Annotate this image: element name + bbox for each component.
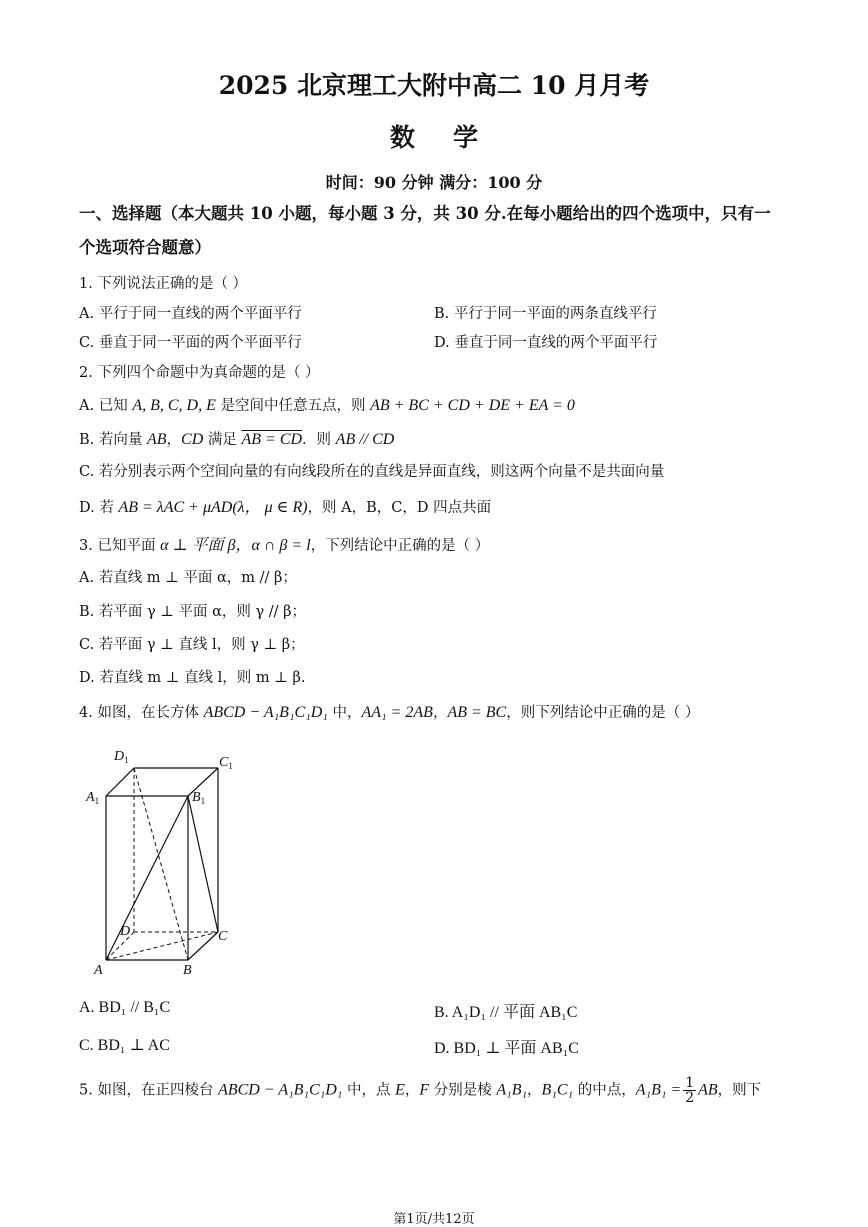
label-d: D xyxy=(120,924,131,939)
q4-stem-sep: ， xyxy=(432,705,448,721)
q3-option-b: B. 若平面 γ ⊥ 平面 α，则 γ // β； xyxy=(79,604,307,620)
q5-edge-1: A₁B₁ xyxy=(496,1081,528,1099)
q3-stem-condition: α ⊥ 平面 β，α ∩ β = l xyxy=(160,537,311,554)
section-heading xyxy=(79,197,799,265)
q5-stem-sep: ， xyxy=(404,1082,420,1099)
q4-condition-2: AB = BC xyxy=(447,704,507,721)
q1-option-c: C. 垂直于同一平面的两个平面平行 xyxy=(79,335,302,351)
q2-a-prefix: A. 已知 xyxy=(79,398,133,414)
q5-stem-mid3: 的中点， xyxy=(573,1082,636,1099)
q5-point-f: F xyxy=(419,1081,430,1099)
q3-stem xyxy=(79,532,489,555)
q3-stem-prefix: 3. 已知平面 xyxy=(79,538,161,554)
q4-condition-1: AA₁ = 2AB xyxy=(361,704,433,721)
q3-option-d: D. 若直线 m ⊥ 直线 l，则 m ⊥ β. xyxy=(79,670,306,686)
q3-stem-end: ，下列结论中正确的是（ ） xyxy=(310,538,490,554)
section-heading-line1: 一、选择题（本大题共 10 小题，每小题 3 分，共 30 分.在每小题给出的四个选项中，只有一 xyxy=(79,204,771,223)
q1-option-d: D. 垂直于同一直线的两个平面平行 xyxy=(434,335,658,351)
label-b1: $B_1$ xyxy=(192,790,206,806)
q1-stem: 1. 下列说法正确的是（ ） xyxy=(79,276,248,292)
q5-stem-sep2: ， xyxy=(527,1082,542,1099)
label-d1: $D_1$ xyxy=(114,749,129,765)
label-a: A xyxy=(94,963,103,978)
label-a1: $A_1$ xyxy=(86,790,100,806)
label-c1: $C_1$ xyxy=(219,755,233,771)
q4-stem xyxy=(79,701,699,722)
q2-d-end: ，则 A，B，C，D 四点共面 xyxy=(307,500,492,516)
q2-a-points: A, B, C, D, E xyxy=(132,397,216,414)
q2-option-a xyxy=(79,394,575,415)
q3-option-c: C. 若平面 γ ⊥ 直线 l，则 γ ⊥ β； xyxy=(79,637,305,653)
q5-fraction-numerator: 1 xyxy=(685,1075,695,1091)
q4-solid-name: ABCD − A₁B₁C₁D₁ xyxy=(203,704,328,721)
q5-stem-mid2: 分别是棱 xyxy=(429,1082,497,1099)
q4-option-c: C. BD₁ ⊥ AC xyxy=(79,1037,170,1054)
q5-ratio-rhs: AB xyxy=(698,1081,718,1099)
q2-option-d xyxy=(79,494,491,517)
section-heading-line2: 个选项符合题意） xyxy=(79,238,211,257)
q4-option-d: D. BD₁ ⊥ 平面 AB₁C xyxy=(434,1040,579,1057)
q2-a-mid: 是空间中任意五点，则 xyxy=(215,398,371,414)
q4-option-b: B. A₁D₁ // 平面 AB₁C xyxy=(434,1004,578,1021)
q2-stem: 2. 下列四个命题中为真命题的是（ ） xyxy=(79,365,320,381)
label-b: B xyxy=(183,963,192,978)
q5-solid-name: ABCD − A₁B₁C₁D₁ xyxy=(218,1081,343,1099)
q5-point-e: E xyxy=(395,1081,405,1099)
q5-stem-end: ，则下 xyxy=(717,1082,762,1099)
q2-d-prefix: D. 若 xyxy=(79,500,119,516)
q2-b-vector-ab: AB xyxy=(146,431,167,448)
exam-title: 2025 北京理工大附中高二 10 月月考 xyxy=(218,71,650,100)
label-c: C xyxy=(218,929,228,944)
q5-ratio-lhs: A₁B₁ = xyxy=(635,1081,682,1099)
q4-stem-end: ，则下列结论中正确的是（ ） xyxy=(506,705,700,721)
q2-d-expression: AB = λAC + μAD(λ， μ ∈ R) xyxy=(118,499,308,516)
subject-title: 数学 xyxy=(389,123,516,152)
q2-b-result: AB // CD xyxy=(335,431,395,448)
q2-b-prefix: B. 若向量 xyxy=(79,432,147,448)
cuboid-figure xyxy=(80,742,250,982)
q1-option-b: B. 平行于同一平面的两条直线平行 xyxy=(434,306,657,322)
q5-stem-mid1: 中，点 xyxy=(342,1082,396,1099)
q5-stem xyxy=(79,1076,761,1105)
q5-stem-prefix: 5. 如图，在正四棱台 xyxy=(79,1082,219,1099)
q5-edge-2: B₁C₁ xyxy=(541,1081,574,1099)
q2-option-c: C. 若分别表示两个空间向量的有向线段所在的直线是异面直线，则这两个向量不是共面向量 xyxy=(79,464,665,480)
q4-stem-mid: 中， xyxy=(327,705,362,721)
q2-b-vector-cd: CD xyxy=(181,431,204,448)
q5-fraction xyxy=(683,1076,696,1105)
q2-a-vector-sum: AB + BC + CD + DE + EA = 0 xyxy=(370,397,575,414)
q5-fraction-denominator: 2 xyxy=(685,1090,695,1106)
q2-b-mid: 满足 xyxy=(203,432,242,448)
q4-stem-prefix: 4. 如图，在长方体 xyxy=(79,705,204,721)
time-info: 时间：90 分钟 满分：100 分 xyxy=(325,173,543,192)
q1-option-a: A. 平行于同一直线的两个平面平行 xyxy=(79,306,302,322)
q2-b-sep: ， xyxy=(166,432,182,448)
q2-b-equality: AB = CD xyxy=(241,431,303,448)
page-footer: 第1页/共12页 xyxy=(393,1212,475,1227)
q2-b-end: ．则 xyxy=(302,432,336,448)
q3-option-a: A. 若直线 m ⊥ 平面 α，m // β； xyxy=(79,570,297,586)
q4-option-a: A. BD₁ // B₁C xyxy=(79,999,171,1016)
q2-option-b xyxy=(79,428,394,449)
